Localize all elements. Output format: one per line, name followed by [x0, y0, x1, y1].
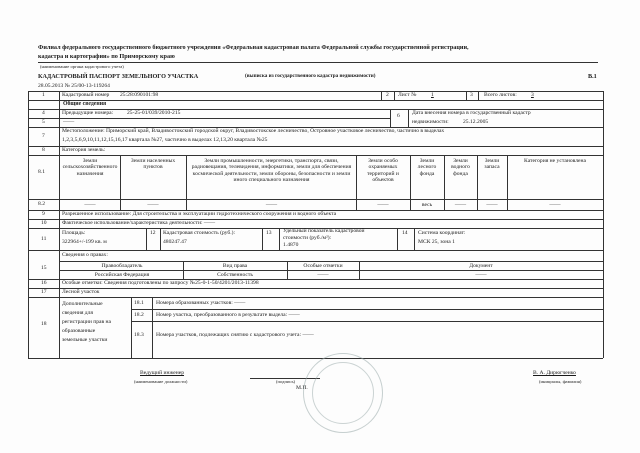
official-seal-inner: [312, 362, 374, 424]
row9-num: 9: [42, 211, 45, 217]
rights-value-kind: Собственность: [217, 272, 253, 278]
specific-cost-label: Удельный показатель кадастровой: [283, 228, 365, 234]
general-info-heading: Общие сведения: [63, 101, 107, 107]
row6-num: 6: [397, 113, 400, 119]
sheet-number: 1: [431, 92, 434, 98]
cat-header-agricultural: Земли сельскохозяйственного назначения: [62, 158, 118, 177]
row8-num: 8: [42, 147, 45, 153]
signer-position: Ведущий инженер: [140, 370, 185, 376]
cat-value-unset: ——: [549, 202, 561, 208]
previous-numbers-label: Предыдущие номера:: [62, 110, 114, 116]
org-caption: (наименование органа кадастрового учета): [40, 64, 124, 69]
plots-to-remove: Номера участков, подлежащих снятию с кадастрового учета: ——: [156, 332, 314, 338]
position-caption: (наименование должности): [134, 379, 188, 384]
transformed-plot: Номер участка, преобразованного в результате выдела: ——: [156, 312, 300, 318]
row1-col2: 2: [386, 92, 389, 98]
row13-num: 13: [266, 230, 272, 236]
cat-header-water: Земли водного фонда: [451, 158, 470, 177]
additional-info-line2: сведения для: [62, 310, 93, 316]
coord-system-label: Система координат:: [418, 230, 466, 236]
org-name-line1: Филиал федерального государственного бюджетного учреждения «Федеральная кадастровая палата Федеральной службы государственной регистрации,: [38, 44, 469, 51]
row4-num: 4: [42, 110, 45, 116]
rights-value-holder: Российская Федерация: [94, 272, 150, 278]
additional-info-line1: Дополнительные: [62, 301, 103, 307]
cat-header-settlements: Земли населенных пунктов: [130, 158, 176, 171]
row15-num: 15: [41, 265, 47, 271]
land-category-label: Категория земель:: [62, 147, 106, 153]
coord-system-value: МСК 25, зона 1: [418, 239, 455, 245]
additional-info-line4: образованные: [62, 328, 96, 334]
cat-value-water: ——: [454, 202, 467, 208]
actual-use: Фактическое использование/характеристика деятельности: ——: [62, 220, 216, 226]
row1-num: 1: [42, 92, 45, 98]
row16-num: 16: [41, 280, 47, 286]
formed-plots: Номера образованных участков: ——: [156, 300, 246, 306]
sheet-label: Лист №: [398, 92, 417, 98]
cat-header-protected: Земли особо охраняемых территорий и объектов: [367, 158, 399, 184]
row17-num: 17: [41, 289, 47, 295]
cat-header-unset: Категория не установлена: [524, 158, 586, 164]
cadastral-cost-label: Кадастровая стоимость (руб.):: [163, 230, 236, 236]
doc-subtitle: (выписка из государственного кадастра недвижимости): [245, 73, 376, 79]
cat-header-industry: Земли промышленности, энергетики, транспорта, связи, радиовещания, телевидения, информатики, земли для обеспечения космической деятельности, земли обороны, безопасности и земли иного специального назначения: [191, 158, 352, 184]
entry-date-value: 25.12.2005: [463, 119, 489, 125]
location-line2: 1,2,3,5,6,9,10,11,12,15,16,17 квартала №27, частично в выделах 12,13,20 квартала №25: [62, 137, 268, 143]
cat-value-reserve: ——: [486, 202, 498, 208]
additional-info-line3: регистрации прав на: [62, 319, 112, 325]
rights-value-document: ——: [475, 272, 487, 278]
rights-header-holder: Правообладатель: [101, 263, 143, 269]
stamp-place: М.П.: [296, 385, 308, 391]
cadastral-number: 25:28:090101:98: [120, 92, 159, 98]
cadastral-cost-value: 480247.47: [163, 239, 187, 245]
specific-cost-value: 1.4870: [283, 242, 299, 248]
form-code: В.1: [588, 73, 597, 80]
date-number: 28.05.2013 № 25/00-13-119264: [38, 83, 110, 89]
row10-num: 10: [41, 220, 47, 226]
cat-value-agricultural: ——: [84, 202, 96, 208]
forest-plot: Лесной участок: [62, 289, 100, 295]
additional-info-line5: земельные участки: [62, 337, 108, 343]
row1-col3: 3: [470, 92, 473, 98]
total-sheets-label: Всего листов:: [484, 92, 517, 98]
row12-num: 12: [150, 230, 156, 236]
total-sheets-value: 3: [531, 92, 534, 98]
special-notes: Особые отметки: Сведения подготовлены по запросу №25-0-1-50/4201/2013-11398: [62, 280, 259, 286]
permitted-use: Разрешенное использование: Для строительства и эксплуатации гидротехнического сооружения и водного объекта: [62, 211, 337, 217]
name-caption: (инициалы, фамилия): [539, 379, 582, 384]
entry-date-label: Дата внесения номера в государственный кадастр: [412, 110, 531, 116]
cat-value-settlements: ——: [147, 202, 159, 208]
row82-num: 8.2: [38, 201, 45, 207]
signature-caption: (подпись): [276, 379, 296, 384]
rights-header-kind: Вид права: [222, 263, 248, 269]
row5-num: 5: [42, 119, 45, 125]
cadastral-label: Кадастровый номер: [62, 92, 110, 98]
row181-num: 18.1: [134, 300, 144, 306]
cat-value-industry: ——: [265, 202, 278, 208]
signer-name: В. А. Дирюгченко: [533, 370, 576, 376]
rights-header-document: Документ: [469, 263, 493, 269]
row183-num: 18.3: [134, 332, 144, 338]
rights-header-notes: Особые отметки: [303, 263, 343, 269]
rights-value-notes: ——: [317, 272, 329, 278]
cat-header-forest: Земли лесного фонда: [417, 158, 437, 177]
previous-numbers-value: 25-25-01/039/2010-215: [127, 110, 181, 116]
row18-num: 18: [41, 321, 47, 327]
area-label: Площадь:: [62, 230, 86, 236]
specific-cost-label2: стоимости (руб./м²):: [283, 235, 332, 241]
doc-title: КАДАСТРОВЫЙ ПАСПОРТ ЗЕМЕЛЬНОГО УЧАСТКА: [38, 73, 199, 80]
org-name-line2: кадастра и картографии» по Приморскому краю: [38, 53, 175, 60]
cat-header-reserve: Земли запаса: [484, 158, 500, 171]
cat-value-forest: весь: [421, 202, 433, 208]
row7-num: 7: [42, 133, 45, 139]
row182-num: 18.2: [134, 312, 144, 318]
area-value: 322964+/-199 кв. м: [62, 239, 107, 245]
row11-num: 11: [41, 236, 47, 242]
location-line1: Местоположение: Приморский край, Владивостокский городской округ, Владивостокское лесничество, Островное участковое лесничество, частично в выделах: [62, 128, 445, 134]
cat-value-protected: ——: [377, 202, 389, 208]
row81-num: 8.1: [38, 169, 45, 175]
row5-value: ——: [63, 119, 75, 125]
rights-title: Сведения о правах:: [62, 252, 108, 258]
row14-num: 14: [402, 230, 408, 236]
entry-date-label2: недвижимости:: [412, 119, 449, 125]
